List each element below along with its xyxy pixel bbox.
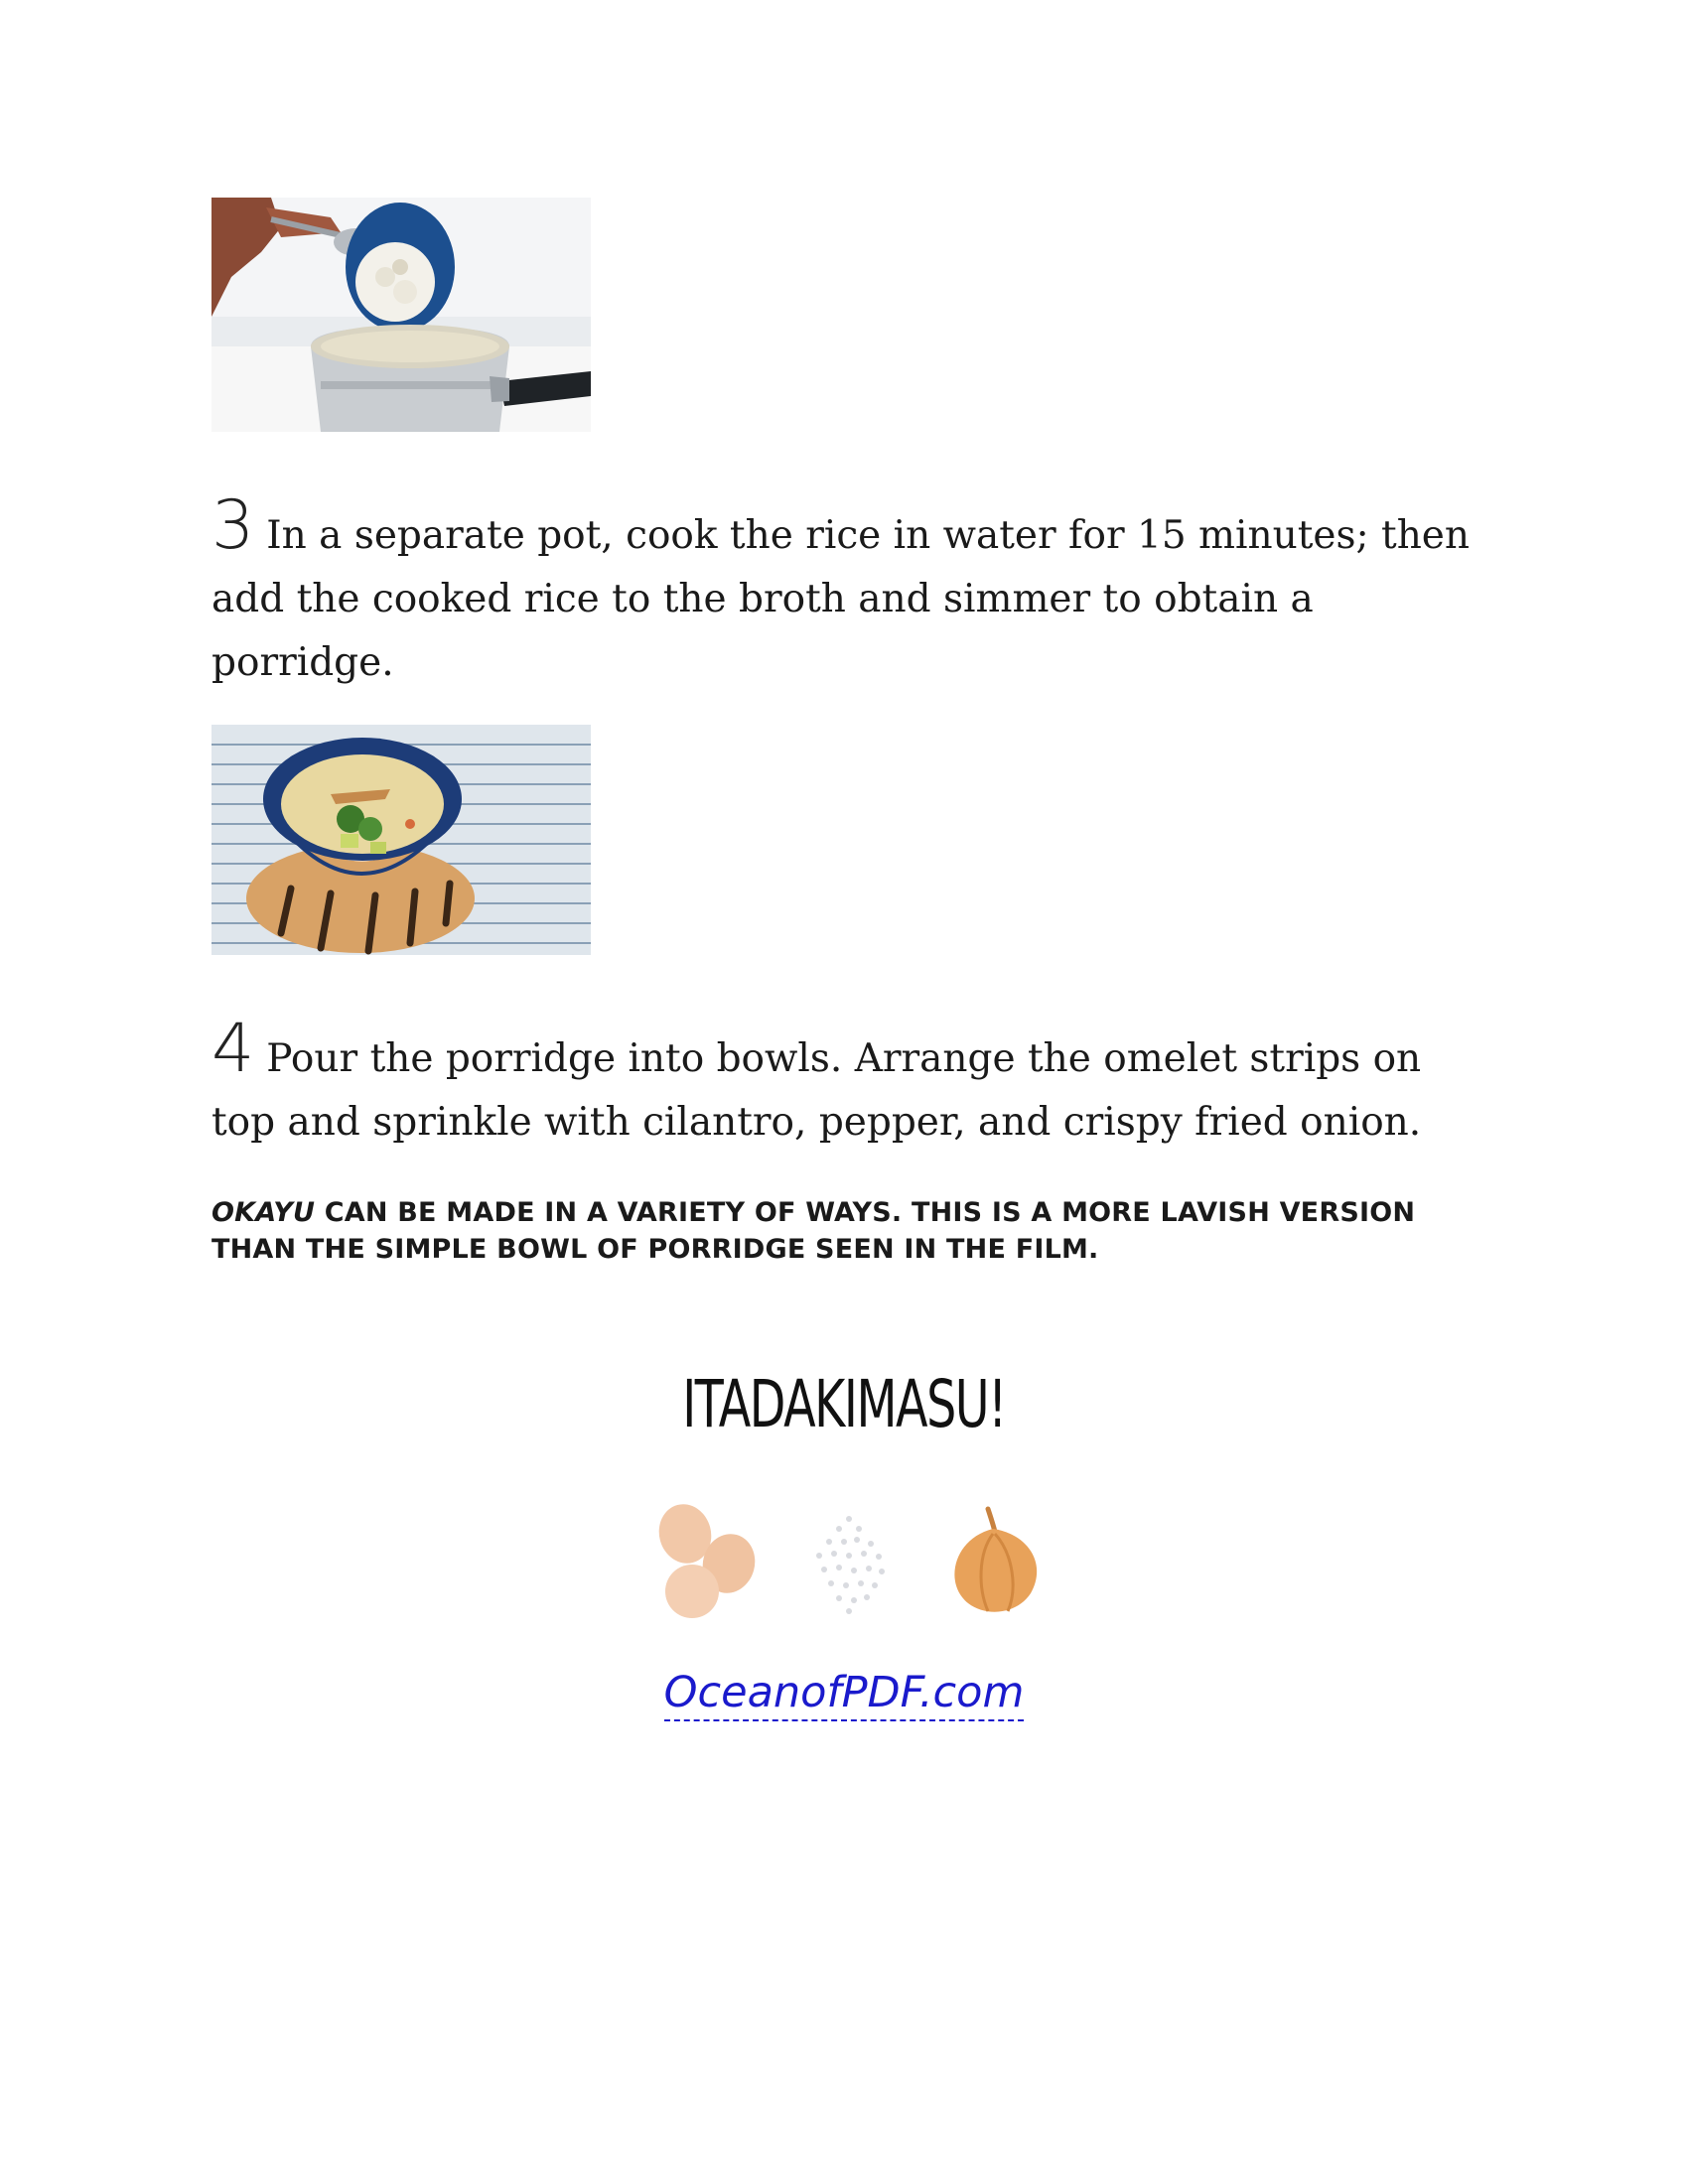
step-3 <box>211 486 1482 695</box>
step-text: Pour the porridge into bowls. Arrange the omelet strips on top and sprinkle with cilantro, pepper, and crispy fried onion. <box>211 1036 1422 1145</box>
step-number: 3 <box>211 486 255 565</box>
eggs-icon <box>647 1494 767 1623</box>
note-emphasis: OKAYU <box>211 1197 316 1228</box>
source-link-wrap <box>0 1668 1688 1717</box>
recipe-note <box>211 1194 1502 1268</box>
rice-into-pot-photo <box>211 198 591 432</box>
source-link[interactable]: OceanofPDF.com <box>664 1668 1025 1721</box>
ingredient-icons <box>0 1494 1688 1623</box>
closing-heading: ITADAKIMASU! <box>682 1366 1006 1442</box>
step-4 <box>211 1010 1482 1155</box>
note-text: CAN BE MADE IN A VARIETY OF WAYS. THIS IS A MORE LAVISH VERSION THAN THE SIMPLE BOWL OF PORRIDGE SEEN IN THE FILM. <box>211 1197 1416 1265</box>
rice-icon <box>789 1494 909 1623</box>
okayu-bowl-photo <box>211 725 591 955</box>
onion-icon <box>933 1494 1053 1623</box>
step-text: In a separate pot, cook the rice in water for 15 minutes; then add the cooked rice to the broth and simmer to obtain a porridge. <box>211 513 1471 685</box>
step-number: 4 <box>211 1010 255 1088</box>
